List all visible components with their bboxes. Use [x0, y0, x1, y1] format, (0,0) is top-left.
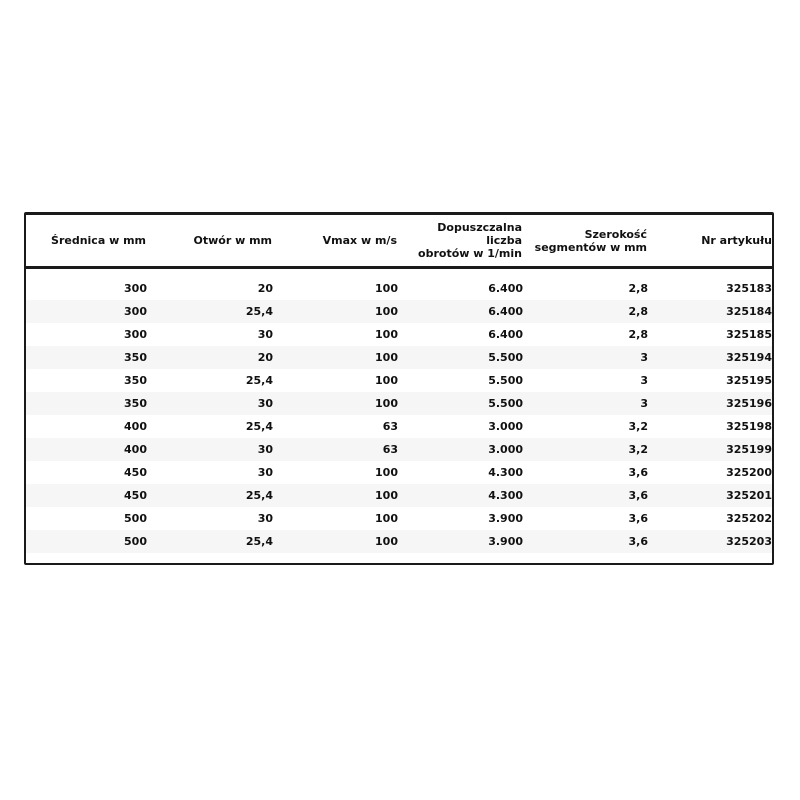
- table-row: [26, 323, 772, 346]
- product-table: [24, 212, 774, 565]
- header-vmax: Vmax w m/s: [322, 234, 397, 247]
- segment-width-cell: 2,8: [628, 328, 648, 341]
- diameter-cell: 350: [124, 351, 147, 364]
- article-number-cell: 325202: [726, 512, 772, 525]
- vmax-cell: 100: [375, 305, 398, 318]
- segment-width-cell: 3,2: [628, 443, 648, 456]
- header-max-rpm: Dopuszczalna liczba obrotów w 1/min: [418, 221, 522, 260]
- article-number-cell: 325203: [726, 535, 772, 548]
- max-rpm-cell: 3.900: [488, 512, 523, 525]
- segment-width-cell: 3: [640, 351, 648, 364]
- table-row: [26, 484, 772, 507]
- diameter-cell: 300: [124, 328, 147, 341]
- table-row: [26, 415, 772, 438]
- diameter-cell: 350: [124, 374, 147, 387]
- segment-width-cell: 3: [640, 374, 648, 387]
- bore-cell: 25,4: [245, 420, 273, 433]
- article-number-cell: 325198: [726, 420, 772, 433]
- segment-width-cell: 2,8: [628, 282, 648, 295]
- max-rpm-cell: 4.300: [488, 466, 523, 479]
- vmax-cell: 63: [382, 420, 398, 433]
- table-row: [26, 507, 772, 530]
- bore-cell: 25,4: [245, 535, 273, 548]
- article-number-cell: 325196: [726, 397, 772, 410]
- header-article-number: Nr artykułu: [701, 234, 772, 247]
- max-rpm-cell: 6.400: [488, 328, 523, 341]
- vmax-cell: 100: [375, 374, 398, 387]
- article-number-cell: 325199: [726, 443, 772, 456]
- diameter-cell: 500: [124, 512, 147, 525]
- diameter-cell: 500: [124, 535, 147, 548]
- diameter-cell: 400: [124, 420, 147, 433]
- header-bore: Otwór w mm: [193, 234, 272, 247]
- article-number-cell: 325201: [726, 489, 772, 502]
- table-row: [26, 438, 772, 461]
- article-number-cell: 325183: [726, 282, 772, 295]
- bore-cell: 20: [257, 282, 273, 295]
- segment-width-cell: 2,8: [628, 305, 648, 318]
- vmax-cell: 63: [382, 443, 398, 456]
- segment-width-cell: 3,6: [628, 535, 648, 548]
- table-row: [26, 369, 772, 392]
- segment-width-cell: 3: [640, 397, 648, 410]
- table-row: [26, 300, 772, 323]
- article-number-cell: 325184: [726, 305, 772, 318]
- max-rpm-cell: 5.500: [488, 397, 523, 410]
- vmax-cell: 100: [375, 351, 398, 364]
- max-rpm-cell: 4.300: [488, 489, 523, 502]
- bore-cell: 30: [257, 512, 273, 525]
- vmax-cell: 100: [375, 397, 398, 410]
- vmax-cell: 100: [375, 466, 398, 479]
- max-rpm-cell: 3.000: [488, 420, 523, 433]
- segment-width-cell: 3,6: [628, 489, 648, 502]
- table-body: [26, 277, 772, 553]
- vmax-cell: 100: [375, 512, 398, 525]
- segment-width-cell: 3,6: [628, 466, 648, 479]
- max-rpm-cell: 6.400: [488, 282, 523, 295]
- segment-width-cell: 3,6: [628, 512, 648, 525]
- article-number-cell: 325200: [726, 466, 772, 479]
- bore-cell: 30: [257, 466, 273, 479]
- bore-cell: 20: [257, 351, 273, 364]
- header-diameter: Średnica w mm: [51, 234, 146, 247]
- table-row: [26, 346, 772, 369]
- article-number-cell: 325185: [726, 328, 772, 341]
- diameter-cell: 350: [124, 397, 147, 410]
- vmax-cell: 100: [375, 282, 398, 295]
- article-number-cell: 325195: [726, 374, 772, 387]
- bore-cell: 30: [257, 397, 273, 410]
- table-row: [26, 392, 772, 415]
- diameter-cell: 300: [124, 305, 147, 318]
- table-header: [26, 215, 772, 269]
- table-row: [26, 277, 772, 300]
- vmax-cell: 100: [375, 535, 398, 548]
- diameter-cell: 450: [124, 466, 147, 479]
- segment-width-cell: 3,2: [628, 420, 648, 433]
- diameter-cell: 450: [124, 489, 147, 502]
- max-rpm-cell: 3.900: [488, 535, 523, 548]
- bore-cell: 25,4: [245, 489, 273, 502]
- max-rpm-cell: 5.500: [488, 351, 523, 364]
- table-row: [26, 461, 772, 484]
- article-number-cell: 325194: [726, 351, 772, 364]
- diameter-cell: 300: [124, 282, 147, 295]
- diameter-cell: 400: [124, 443, 147, 456]
- max-rpm-cell: 5.500: [488, 374, 523, 387]
- table-row: [26, 530, 772, 553]
- vmax-cell: 100: [375, 328, 398, 341]
- vmax-cell: 100: [375, 489, 398, 502]
- bore-cell: 30: [257, 328, 273, 341]
- max-rpm-cell: 3.000: [488, 443, 523, 456]
- bore-cell: 30: [257, 443, 273, 456]
- max-rpm-cell: 6.400: [488, 305, 523, 318]
- bore-cell: 25,4: [245, 374, 273, 387]
- header-segment-width: Szerokość segmentów w mm: [534, 227, 647, 254]
- bore-cell: 25,4: [245, 305, 273, 318]
